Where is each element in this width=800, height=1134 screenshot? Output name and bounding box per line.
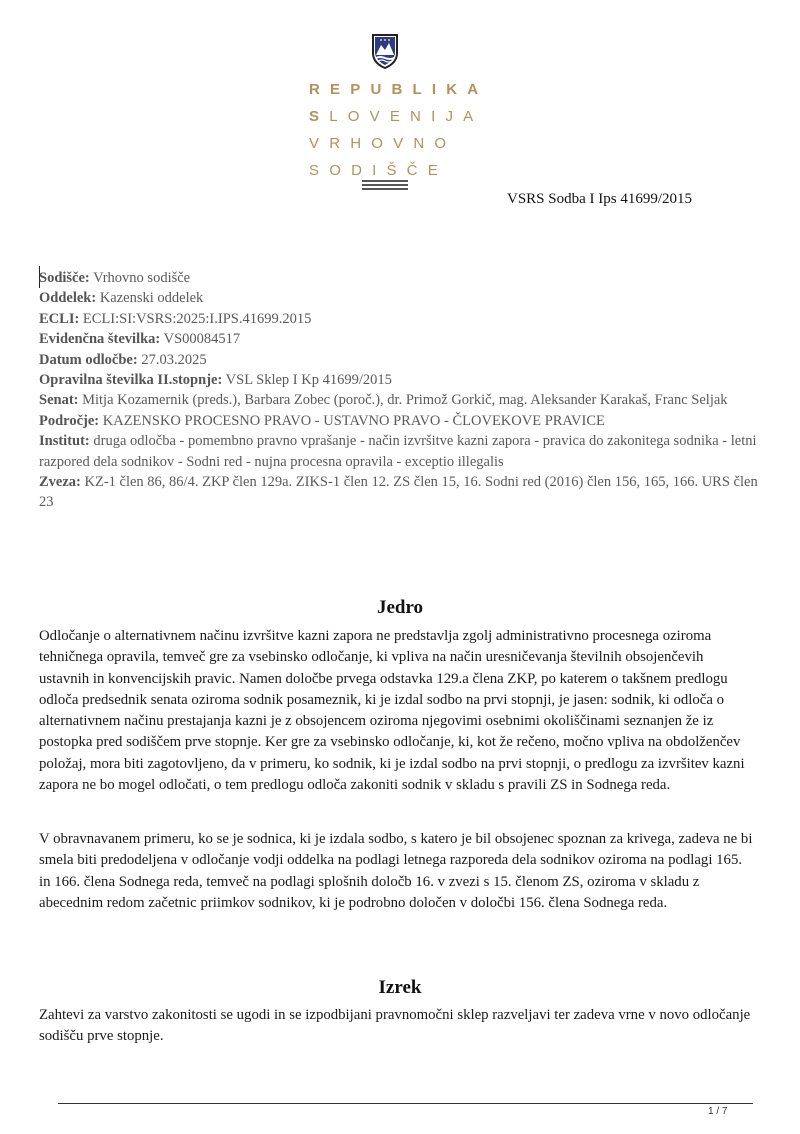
court-line-sodisce: SODIŠČE bbox=[309, 162, 448, 179]
meta-row-area: Področje: KAZENSKO PROCESNO PRAVO - USTAVNO PRAVO - ČLOVEKOVE PRAVICE bbox=[39, 412, 605, 429]
meta-row-institute: Institut: druga odločba - pomembno pravno vprašanje - način izvršitve kazni zapora - pravica do zakonitega sodnika - letni razpored dela sodnikov - Sodni red - nujna procesna opravila - exceptio illegalis bbox=[39, 433, 757, 470]
coat-of-arms-icon bbox=[371, 33, 399, 69]
meta-row-court: Sodišče: Vrhovno sodišče bbox=[39, 270, 191, 286]
document-reference: VSRS Sodba I Ips 41699/2015 bbox=[507, 191, 693, 207]
court-name bbox=[309, 76, 488, 184]
jedro-paragraph-2: V obravnavanem primeru, ko se je sodnica, ki je izdala sodbo, s katero je bil obsojenec spoznan za krivega, zadeva ne bi smela biti predodeljena v odločanje vodji oddelka na podlagi letnega razporeda dela sodnikov oziroma na podlagi 165. in 166. člena Sodnega reda, temveč na podlagi splošnih določb 16. v zvezi s 15. členom ZS, oziroma v skladu z abecednim redom začetnic priimkov sodnikov, ki je podrobno določen v določbi 156. člena Sodnega reda. bbox=[39, 831, 753, 911]
meta-row-record-number: Evidenčna številka: VS00084517 bbox=[39, 331, 241, 348]
footer-divider bbox=[58, 1103, 753, 1104]
izrek-paragraph: Zahtevi za varstvo zakonitosti se ugodi in se izpodbijani pravnomočni sklep razveljavi ter zadeva vrne v novo odločanje sodišču prve stopnje. bbox=[39, 1007, 751, 1045]
meta-row-department: Oddelek: Kazenski oddelek bbox=[39, 290, 204, 307]
metadata-block bbox=[39, 268, 759, 513]
section-title-jedro: Jedro bbox=[376, 597, 424, 618]
page-number: 1 / 7 bbox=[708, 1106, 728, 1117]
section-title-izrek: Izrek bbox=[378, 977, 422, 998]
meta-row-second-instance: Opravilna številka II.stopnje: VSL Sklep I Kp 41699/2015 bbox=[39, 372, 392, 389]
jedro-paragraph-1: Odločanje o alternativnem načinu izvršitve kazni zapora ne predstavlja zgolj administrativno procesnega oziroma tehničnega opravila, temveč gre za vsebinsko odločanje, ki vpliva na način uresničevanja številnih obsojenčevih ustavnih in konvencijskih pravic. Namen določbe prvega odstavka 129.a člena ZKP, po katerem o takšnem predlogu odloča predsednik senata oziroma sodnik posameznik, ki je izdal sodbo na prvi stopnji, je jasen: sodnik, ki odloča o alternativnem načinu prestajanja kazni je z obsojencem oziroma njegovimi osebnimi okoliščinami seznanjen že iz postopka pred sodiščem prve stopnje. Ker gre za vsebinsko odločanje, ki, kot že rečeno, močno vpliva na obdolženčev položaj, mora biti zagotovljeno, da v primeru, ko sodnik, ki je izdal sodbo na prvi stopnji, o predlogu za izvršitev kazni zapora ne bo mogel odločati, o tem predlogu odloča zakoniti sodnik v skladu s pravili ZS in Sodnega reda. bbox=[39, 628, 745, 794]
court-line-vrhovno: VRHOVNO bbox=[309, 135, 457, 152]
court-line-slovenija: SLOVENIJA bbox=[309, 108, 484, 125]
court-line-republika: REPUBLIKA bbox=[309, 81, 489, 98]
meta-row-decision-date: Datum odločbe: 27.03.2025 bbox=[39, 351, 207, 368]
meta-row-panel: Senat: Mitja Kozamernik (preds.), Barbara Zobec (poroč.), dr. Primož Gorkič, mag. Aleksander Karakaš, Franc Seljak bbox=[39, 392, 728, 409]
meta-row-ecli: ECLI: ECLI:SI:VSRS:2025:I.IPS.41699.2015 bbox=[39, 310, 312, 327]
meta-row-relation: Zveza: KZ-1 člen 86, 86/4. ZKP člen 129a. ZIKS-1 člen 12. ZS člen 15, 16. Sodni red (2016) člen 156, 165, 166. URS člen 23 bbox=[39, 474, 758, 511]
header-divider bbox=[362, 180, 408, 192]
